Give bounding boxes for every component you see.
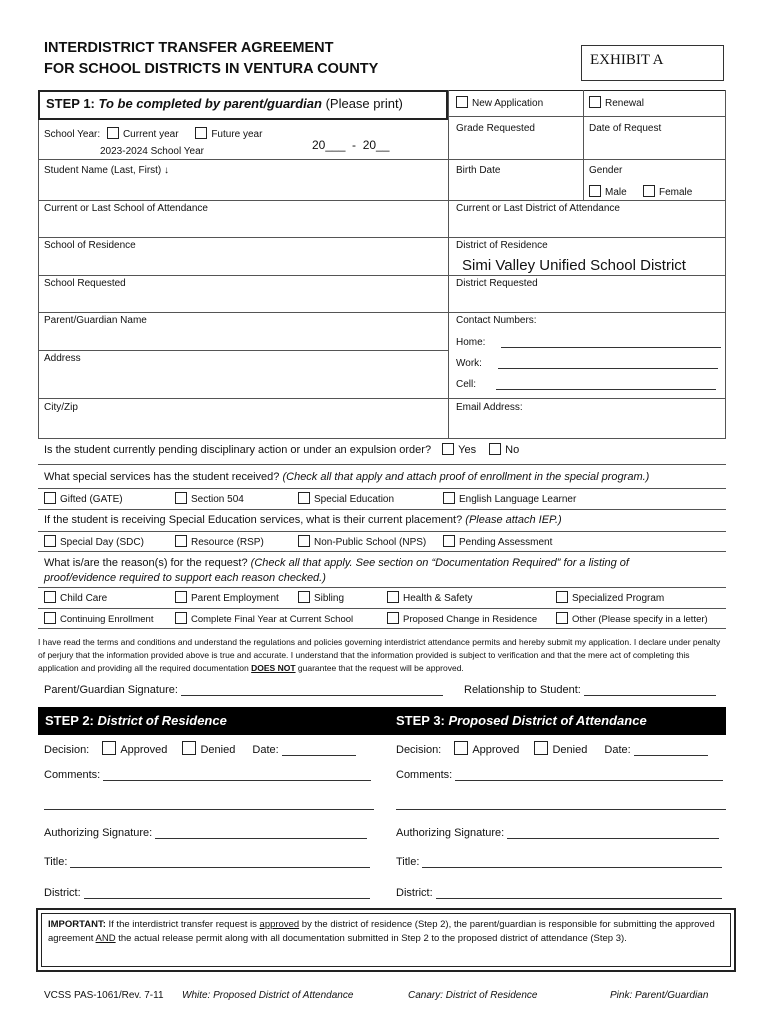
- step3-comments-field[interactable]: Comments:: [396, 769, 723, 781]
- nps-checkbox[interactable]: [298, 535, 310, 547]
- email-field[interactable]: Email Address:: [456, 402, 523, 413]
- cell-phone-field[interactable]: Cell:: [456, 378, 716, 390]
- step3-title-field[interactable]: Title:: [396, 856, 722, 868]
- reason-continuing-enrollment[interactable]: Continuing Enrollment: [44, 612, 153, 625]
- step2-approved-checkbox[interactable]: [102, 741, 116, 755]
- copy-canary: Canary: District of Residence: [408, 990, 538, 1001]
- new-application-checkbox[interactable]: [456, 96, 468, 108]
- title-line-2: FOR SCHOOL DISTRICTS IN VENTURA COUNTY: [44, 61, 379, 77]
- rsp-checkbox[interactable]: [175, 535, 187, 547]
- step2-decision-row: Decision: Approved Denied Date:: [44, 741, 356, 756]
- female-checkbox[interactable]: [643, 185, 655, 197]
- disciplinary-no-checkbox[interactable]: [489, 443, 501, 455]
- step3-district-field[interactable]: District:: [396, 887, 722, 899]
- exhibit-box: EXHIBIT A: [581, 45, 724, 81]
- new-application-option[interactable]: New Application: [456, 96, 543, 109]
- other-checkbox[interactable]: [556, 612, 568, 624]
- disciplinary-question: Is the student currently pending disciplinary action or under an expulsion order? Yes No: [44, 444, 520, 456]
- school-requested-field[interactable]: School Requested: [44, 278, 126, 289]
- contact-numbers-label: Contact Numbers:: [456, 315, 537, 326]
- declaration-text: I have read the terms and conditions and understand the regulations and policies governing interdistrict attendance permits and hereby submit my application. I declare under penalty of perjury that the information provided above is true and accurate. I understand that the information provided is subject to verification and that the mere act of completing this application and providing all the required documentation DOES NOT guarantee that the request will be approved.: [38, 637, 721, 673]
- change-residence-checkbox[interactable]: [387, 612, 399, 624]
- placement-pending[interactable]: Pending Assessment: [443, 535, 552, 548]
- step1-label: STEP 1:: [46, 96, 95, 111]
- copy-white: White: Proposed District of Attendance: [182, 990, 354, 1001]
- reason-child-care[interactable]: Child Care: [44, 591, 107, 604]
- reason-sibling[interactable]: Sibling: [298, 591, 344, 604]
- relationship-field[interactable]: Relationship to Student:: [464, 684, 716, 696]
- step3-date-field[interactable]: [634, 744, 708, 756]
- work-phone-field[interactable]: Work:: [456, 357, 718, 369]
- pending-assessment-checkbox[interactable]: [443, 535, 455, 547]
- parent-signature-field[interactable]: Parent/Guardian Signature:: [44, 684, 443, 696]
- placement-sdc[interactable]: Special Day (SDC): [44, 535, 144, 548]
- current-district-field[interactable]: Current or Last District of Attendance: [456, 203, 620, 214]
- special-services-question: What special services has the student received? (Check all that apply and attach proof of enrollment in the special program.): [44, 471, 650, 483]
- step2-date-field[interactable]: [282, 744, 356, 756]
- form-id: VCSS PAS-1061/Rev. 7-11: [44, 990, 164, 1001]
- sdc-checkbox[interactable]: [44, 535, 56, 547]
- ell-checkbox[interactable]: [443, 492, 455, 504]
- step2-comments-field[interactable]: Comments:: [44, 769, 371, 781]
- service-special-ed[interactable]: Special Education: [298, 492, 394, 505]
- step2-title-field[interactable]: Title:: [44, 856, 370, 868]
- arrow-down-icon: ↓: [164, 165, 170, 176]
- placement-rsp[interactable]: Resource (RSP): [175, 535, 264, 548]
- parent-name-field[interactable]: Parent/Guardian Name: [44, 315, 147, 326]
- sibling-checkbox[interactable]: [298, 591, 310, 603]
- reason-parent-employment[interactable]: Parent Employment: [175, 591, 279, 604]
- parent-employment-checkbox[interactable]: [175, 591, 187, 603]
- placement-question: If the student is receiving Special Education services, what is their current placement? (Please attach IEP.): [44, 514, 562, 526]
- reason-health-safety[interactable]: Health & Safety: [387, 591, 472, 604]
- student-name-field[interactable]: Student Name (Last, First) ↓: [44, 165, 170, 176]
- specialized-program-checkbox[interactable]: [556, 591, 568, 603]
- step2-header: STEP 2: District of Residence: [45, 713, 227, 728]
- step1-header: [38, 90, 448, 120]
- school-year-row: School Year: Current year Future year: [44, 129, 263, 140]
- birth-date-field[interactable]: Birth Date: [456, 165, 501, 176]
- school-year-text: 2023-2024 School Year: [100, 146, 204, 157]
- step3-approved-checkbox[interactable]: [454, 741, 468, 755]
- child-care-checkbox[interactable]: [44, 591, 56, 603]
- disciplinary-yes-checkbox[interactable]: [442, 443, 454, 455]
- step2-denied-checkbox[interactable]: [182, 741, 196, 755]
- home-phone-field[interactable]: Home:: [456, 336, 721, 348]
- reason-final-year[interactable]: Complete Final Year at Current School: [175, 612, 353, 625]
- step1-note: (Please print): [325, 96, 403, 111]
- service-504[interactable]: Section 504: [175, 492, 244, 505]
- reasons-question: What is/are the reason(s) for the request? (Check all that apply. See section on “Documentation Required” for a listing of proof/evidence required to support each reason checked.): [44, 557, 629, 584]
- address-field[interactable]: Address: [44, 353, 81, 364]
- school-of-residence-field[interactable]: School of Residence: [44, 240, 136, 251]
- final-year-checkbox[interactable]: [175, 612, 187, 624]
- current-school-field[interactable]: Current or Last School of Attendance: [44, 203, 208, 214]
- step3-decision-row: Decision: Approved Denied Date:: [396, 741, 708, 756]
- step1-instruction: To be completed by parent/guardian: [98, 96, 322, 111]
- step3-denied-checkbox[interactable]: [534, 741, 548, 755]
- future-year-checkbox[interactable]: [195, 127, 207, 139]
- important-notice: IMPORTANT: If the interdistrict transfer request is approved by the district of residence (Step 2), the parent/guardian is responsible for submitting the approved agreement AND the actual release permit along with all documentation submitted in Step 2 to the proposed district of attendance (Step 3).: [36, 908, 736, 972]
- reason-other[interactable]: Other (Please specify in a letter): [556, 612, 708, 625]
- copy-pink: Pink: Parent/Guardian: [610, 990, 709, 1001]
- grade-requested-field[interactable]: Grade Requested: [456, 123, 535, 134]
- continuing-enrollment-checkbox[interactable]: [44, 612, 56, 624]
- step2-district-field[interactable]: District:: [44, 887, 370, 899]
- male-option[interactable]: Male: [589, 185, 627, 198]
- step3-signature-field[interactable]: Authorizing Signature:: [396, 827, 719, 839]
- male-checkbox[interactable]: [589, 185, 601, 197]
- service-gifted[interactable]: Gifted (GATE): [44, 492, 123, 505]
- section-504-checkbox[interactable]: [175, 492, 187, 504]
- step2-signature-field[interactable]: Authorizing Signature:: [44, 827, 367, 839]
- district-of-residence-value[interactable]: Simi Valley Unified School District: [462, 257, 686, 274]
- step3-header: STEP 3: Proposed District of Attendance: [396, 713, 647, 728]
- date-of-request-field[interactable]: Date of Request: [589, 123, 662, 134]
- year-range-field[interactable]: 20___ - 20__: [312, 138, 390, 152]
- city-zip-field[interactable]: City/Zip: [44, 402, 78, 413]
- service-ell[interactable]: English Language Learner: [443, 492, 576, 505]
- renewal-checkbox[interactable]: [589, 96, 601, 108]
- title-line-1: INTERDISTRICT TRANSFER AGREEMENT: [44, 40, 334, 56]
- district-of-residence-label: District of Residence: [456, 240, 548, 251]
- health-safety-checkbox[interactable]: [387, 591, 399, 603]
- form-title: [44, 38, 464, 80]
- placement-nps[interactable]: Non-Public School (NPS): [298, 535, 426, 548]
- reason-change-residence[interactable]: Proposed Change in Residence: [387, 612, 537, 625]
- special-education-checkbox[interactable]: [298, 492, 310, 504]
- reason-specialized-program[interactable]: Specialized Program: [556, 591, 664, 604]
- current-year-checkbox[interactable]: [107, 127, 119, 139]
- gifted-checkbox[interactable]: [44, 492, 56, 504]
- female-option[interactable]: Female: [643, 185, 692, 198]
- district-requested-field[interactable]: District Requested: [456, 278, 538, 289]
- renewal-option[interactable]: Renewal: [589, 96, 644, 109]
- step2-step3-header: [38, 707, 726, 735]
- gender-label: Gender: [589, 165, 623, 176]
